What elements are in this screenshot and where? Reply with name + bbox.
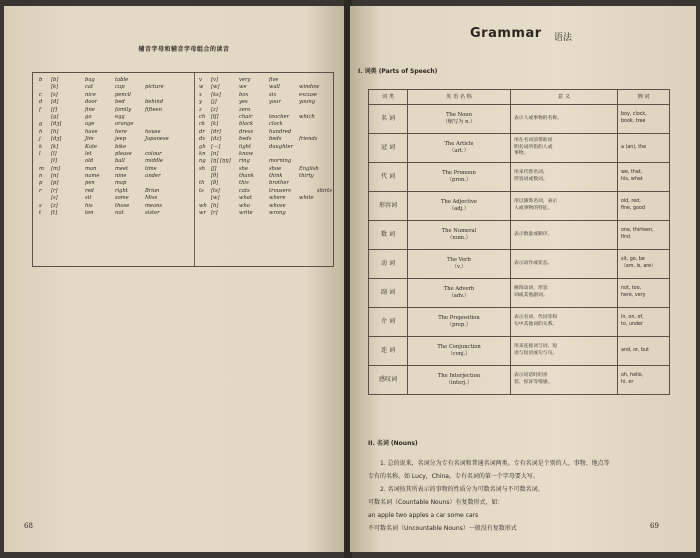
example-word: egg (115, 113, 125, 120)
parts-of-speech-table (368, 89, 670, 395)
example-word: nice (85, 91, 96, 98)
example-word: some (115, 195, 129, 202)
consonant-table-left-column (39, 77, 189, 217)
table-row (39, 188, 189, 195)
table-row (199, 203, 331, 210)
phonetic-cell: [θ] (211, 173, 219, 180)
table-row (199, 129, 331, 136)
meaning-cell: 用来代替名词, 形容词或数词。 (511, 163, 618, 192)
letter-cell: ds (199, 136, 205, 143)
example-word: time (145, 165, 157, 172)
page-subtitle: 语法 (554, 33, 573, 43)
phonetic-cell: [—] (211, 143, 221, 150)
english-name-cell: The Numeral （num.） (408, 221, 511, 250)
letter-cell: k (39, 143, 43, 150)
example-word: age (85, 121, 95, 128)
table-divider (194, 73, 195, 266)
example-word: thirty (299, 173, 314, 180)
example-word: his (85, 202, 93, 209)
meaning-cell: 用在名词前帮助说 明名词所指的人或 事物。 (511, 134, 618, 163)
english-name-cell: The Conjunction （conj.） (408, 337, 511, 366)
letter-cell: v (199, 77, 202, 83)
examples-cell: one, thirteen, first (618, 221, 670, 250)
example-word: picture (145, 84, 164, 91)
example-word: know (239, 150, 254, 157)
english-name-cell: The Verb （v.） (408, 250, 511, 279)
table-row (369, 221, 670, 250)
table-row (199, 144, 331, 151)
english-name-cell: The Adverb （adv.） (408, 279, 511, 308)
example-word: red (85, 187, 94, 194)
example-word: please (115, 150, 132, 157)
example-word: nine (115, 173, 127, 180)
example-word: she (239, 165, 249, 172)
letter-cell: c (39, 91, 42, 98)
example-word: daughter (269, 143, 294, 150)
phonetic-cell: [dʒ] (51, 121, 62, 128)
left-page-title: 辅音字母和辅音字母组合的读音 (138, 46, 230, 53)
example-word: Brian (145, 187, 160, 194)
example-word: fine (85, 106, 95, 113)
example-word: man (85, 165, 97, 172)
example-word: teacher (269, 113, 290, 120)
example-word: shoe (269, 165, 282, 172)
phonetic-cell: [p] (51, 180, 59, 187)
example-word: brother (269, 180, 289, 187)
example-word: map (115, 180, 127, 187)
word-class-cell: 动 词 (369, 250, 408, 279)
meaning-cell: 表示人或事物的名称。 (511, 105, 618, 134)
examples-cell: boy, clock, book, tree (618, 105, 670, 134)
example-word: white (299, 195, 314, 202)
letter-cell: ch (199, 113, 206, 120)
example-word: right (115, 187, 128, 194)
header-class: 词 类 (369, 90, 408, 105)
phonetic-cell: [h] (211, 202, 219, 209)
meaning-cell: 表示数量或顺序。 (511, 221, 618, 250)
phonetic-cell: [ts] (211, 187, 220, 194)
phonetic-cell: [z] (211, 106, 218, 113)
section-heading-parts-of-speech: I. 词类 (Parts of Speech) (358, 68, 438, 75)
examples-cell: old, red, fine, good (618, 192, 670, 221)
example-word: cats (239, 187, 250, 194)
example-word: bike (115, 143, 127, 150)
example-word: those (115, 202, 130, 209)
letter-cell: wr (199, 210, 206, 217)
example-word: window (299, 84, 320, 91)
table-row (369, 163, 670, 192)
phonetic-cell: [s] (51, 91, 58, 98)
phonetic-cell: [g] (51, 113, 59, 120)
example-word: zero (239, 106, 251, 113)
table-row (39, 107, 189, 114)
example-word: cat (85, 84, 94, 91)
phonetic-cell: [ɫ] (51, 158, 58, 165)
example-word: name (85, 173, 100, 180)
nouns-line: 2. 名词按其所表示的事物的性质分为可数名词与不可数名词。 (380, 486, 544, 493)
table-row (39, 158, 189, 165)
letter-cell: m (39, 165, 44, 172)
nouns-line: 专有的名称。如 Lucy，China。专有名词的第一个字母要大写。 (368, 473, 539, 480)
phonetic-cell: [s] (51, 195, 58, 202)
phonetic-cell: [r] (211, 210, 218, 217)
letter-cell: d (39, 99, 43, 106)
word-class-cell: 感叹词 (369, 366, 408, 395)
meaning-cell: 表示说话时的喜 怒、惊讶等情感。 (511, 366, 618, 395)
table-row (39, 203, 189, 210)
consonant-table (32, 72, 334, 267)
table-row (39, 195, 189, 202)
phonetic-cell: [r] (51, 187, 58, 194)
example-word: middle (145, 158, 163, 165)
example-word: chair (239, 113, 253, 120)
example-word: behind (145, 99, 164, 106)
example-word: shirts (317, 187, 332, 194)
example-word: bed (115, 99, 125, 106)
letter-cell: kn (199, 150, 206, 157)
example-word: meet (115, 165, 129, 172)
phonetic-cell: [t] (51, 210, 58, 217)
letter-cell: dr (199, 128, 205, 135)
table-row (199, 107, 331, 114)
phonetic-cell: [n] (51, 173, 59, 180)
example-word: thank (239, 173, 255, 180)
phonetic-cell: [dr] (211, 128, 221, 135)
letter-cell: b (39, 77, 43, 83)
letter-cell: t (39, 210, 42, 217)
phonetic-cell: [dz] (211, 136, 222, 143)
letter-cell: ck (199, 121, 206, 128)
example-word: Japanese (145, 136, 169, 143)
example-word: which (299, 113, 315, 120)
phonetic-cell: [ks] (211, 91, 221, 98)
example-word: sit (85, 195, 92, 202)
table-row (369, 192, 670, 221)
example-word: ten (85, 210, 94, 217)
table-row (39, 114, 189, 121)
example-word: old (85, 158, 94, 165)
table-row (199, 121, 331, 128)
example-word: table (115, 77, 129, 83)
table-row (369, 308, 670, 337)
example-word: think (269, 173, 283, 180)
letter-cell: x (199, 91, 202, 98)
example-word: ring (239, 158, 250, 165)
example-word: door (85, 99, 98, 106)
table-row (39, 121, 189, 128)
table-row (39, 136, 189, 143)
examples-cell: a (an), the (618, 134, 670, 163)
meaning-cell: 修饰动词、形容 词或其他副词。 (511, 279, 618, 308)
table-row (39, 129, 189, 136)
example-word: friends (299, 136, 318, 143)
phonetic-cell: [w] (211, 84, 220, 91)
table-row (369, 134, 670, 163)
example-word: pen (85, 180, 95, 187)
phonetic-cell: [b] (51, 77, 59, 83)
letter-cell: w (199, 84, 204, 91)
example-word: colour (145, 150, 162, 157)
right-page (350, 6, 696, 552)
letter-cell: l (39, 150, 41, 157)
phonetic-cell: [m] (51, 165, 60, 172)
example-word: six (269, 91, 277, 98)
example-word: excuse (299, 91, 317, 98)
consonant-table-right-column (199, 77, 331, 217)
phonetic-cell: [ʃ] (211, 165, 217, 172)
phonetic-cell: [z] (51, 202, 58, 209)
table-row (199, 77, 331, 84)
table-row (39, 173, 189, 180)
example-word: trousers (269, 187, 291, 194)
table-row (369, 366, 670, 395)
example-word: bag (85, 77, 95, 83)
phonetic-cell: [j] (211, 99, 217, 106)
table-row (199, 136, 331, 143)
example-word: write (239, 210, 253, 217)
phonetic-cell: [f] (51, 106, 57, 113)
letter-cell: j (39, 136, 41, 143)
phonetic-cell: [tʃ] (211, 113, 219, 120)
word-class-cell: 副 词 (369, 279, 408, 308)
example-word: who (239, 202, 250, 209)
letter-cell: s (39, 202, 42, 209)
word-class-cell: 数 词 (369, 221, 408, 250)
letter-cell: z (199, 106, 202, 113)
word-class-cell: 形容词 (369, 192, 408, 221)
table-row (199, 166, 331, 173)
meaning-cell: 用以修饰名词，表示 人或事物的特征。 (511, 192, 618, 221)
word-class-cell: 连 词 (369, 337, 408, 366)
example-word: house (145, 128, 161, 135)
english-name-cell: The Interjection （interj.） (408, 366, 511, 395)
table-row (199, 180, 331, 187)
letter-cell: p (39, 180, 43, 187)
table-row (369, 250, 670, 279)
example-word: means (145, 202, 163, 209)
letter-cell: f (39, 106, 41, 113)
phonetic-cell: [k] (51, 84, 59, 91)
letter-cell: ts (199, 187, 204, 194)
example-word: pencil (115, 91, 131, 98)
example-word: we (239, 84, 247, 91)
table-row (199, 114, 331, 121)
example-word: whose (269, 202, 286, 209)
nouns-line: 可数名词（Countable Nouns）有复数形式，如： (368, 499, 504, 506)
example-word: wrong (269, 210, 286, 217)
table-row (39, 144, 189, 151)
meaning-cell: 用来连接词与词、短 语与短语或句与句。 (511, 337, 618, 366)
example-word: where (269, 195, 286, 202)
header-meaning: 意 义 (511, 90, 618, 105)
table-row (199, 195, 331, 202)
table-row (199, 210, 331, 217)
word-class-cell: 冠 词 (369, 134, 408, 163)
letter-cell: r (39, 187, 42, 194)
example-word: dress (239, 128, 254, 135)
table-row (369, 105, 670, 134)
english-name-cell: The Pronoun （pron.） (408, 163, 511, 192)
left-page (4, 6, 346, 552)
examples-cell: sit, go, be （am, is, are） (618, 250, 670, 279)
example-word: your (269, 99, 281, 106)
examples-cell: in, on, of, to, under (618, 308, 670, 337)
table-row (39, 151, 189, 158)
english-name-cell: The Article （art.） (408, 134, 511, 163)
example-word: cup (115, 84, 125, 91)
letter-cell: h (39, 128, 43, 135)
letter-cell: n (39, 173, 43, 180)
phonetic-cell: [ð] (211, 180, 219, 187)
example-word: five (269, 77, 279, 83)
example-word: English (299, 165, 319, 172)
phonetic-cell: [w] (211, 195, 220, 202)
example-word: beds (239, 136, 252, 143)
example-word: beds (269, 136, 282, 143)
example-word: not (115, 210, 124, 217)
table-row (39, 99, 189, 106)
word-class-cell: 代 词 (369, 163, 408, 192)
phonetic-cell: [h] (51, 128, 59, 135)
table-row (199, 92, 331, 99)
word-class-cell: 名 词 (369, 105, 408, 134)
phonetic-cell: [dʒ] (51, 136, 62, 143)
example-word: let (85, 150, 92, 157)
table-row (39, 92, 189, 99)
letter-cell: y (199, 99, 202, 106)
example-word: Kate (85, 143, 98, 150)
example-word: fifteen (145, 106, 162, 113)
table-row (199, 158, 331, 165)
page-number-right: 69 (650, 522, 659, 530)
table-row (199, 99, 331, 106)
table-header-row (369, 90, 670, 105)
example-word: under (145, 173, 161, 180)
letter-cell: ng (199, 158, 206, 165)
header-examples: 例 词 (618, 90, 670, 105)
example-word: sister (145, 210, 160, 217)
example-word: family (115, 106, 132, 113)
example-word: orange (115, 121, 134, 128)
examples-cell: and, or, but (618, 337, 670, 366)
table-row (39, 84, 189, 91)
examples-cell: oh, hello, hi, er (618, 366, 670, 395)
page-title: Grammar (470, 26, 542, 41)
page-number-left: 68 (24, 522, 33, 530)
example-word: ball (115, 158, 125, 165)
example-word: yes (239, 99, 248, 106)
meaning-cell: 表示名词、代词等和 句中其他词的关系。 (511, 308, 618, 337)
example-word: hundred (269, 128, 292, 135)
phonetic-cell: [d] (51, 99, 59, 106)
example-word: very (239, 77, 251, 83)
table-row (39, 77, 189, 84)
english-name-cell: The Preposition （prep.） (408, 308, 511, 337)
example-word: Jim (85, 136, 94, 143)
example-word: clock (269, 121, 283, 128)
meaning-cell: 表示动作或状态。 (511, 250, 618, 279)
nouns-line: 不可数名词（Uncountable Nouns）一般没有复数形式 (368, 525, 517, 532)
example-word: black (239, 121, 254, 128)
english-name-cell: The Noun （缩写为 n.） (408, 105, 511, 134)
example-word: what (239, 195, 252, 202)
table-row (39, 180, 189, 187)
letter-cell: th (199, 180, 205, 187)
letter-cell: gh (199, 143, 206, 150)
nouns-line: an apple two apples a car some cars (368, 512, 479, 519)
example-word: this (239, 180, 249, 187)
example-word: here (115, 128, 127, 135)
table-row (369, 279, 670, 308)
example-word: light (239, 143, 252, 150)
example-word: go (85, 113, 92, 120)
table-row (199, 188, 331, 195)
table-row (369, 337, 670, 366)
example-word: wall (269, 84, 280, 91)
examples-cell: not, too, here, very (618, 279, 670, 308)
table-row (199, 173, 331, 180)
table-row (199, 151, 331, 158)
word-class-cell: 介 词 (369, 308, 408, 337)
example-word: young (299, 99, 316, 106)
phonetic-cell: [v] (211, 77, 218, 83)
example-word: jeep (115, 136, 127, 143)
english-name-cell: The Adjective （adj.） (408, 192, 511, 221)
letter-cell: g (39, 121, 43, 128)
phonetic-cell: [n] (211, 150, 219, 157)
section-heading-nouns: II. 名词 (Nouns) (368, 440, 418, 447)
example-word: box (239, 91, 249, 98)
letter-cell: wh (199, 202, 207, 209)
header-english-name: 英 语 名 称 (408, 90, 511, 105)
phonetic-cell: [l] (51, 150, 57, 157)
phonetic-cell: [k] (211, 121, 219, 128)
table-row (39, 166, 189, 173)
table-row (39, 210, 189, 217)
examples-cell: we, that, his, what (618, 163, 670, 192)
example-word: Miss (145, 195, 158, 202)
example-word: morning (269, 158, 292, 165)
example-word: have (85, 128, 98, 135)
phonetic-cell: [k] (51, 143, 59, 150)
phonetic-cell: [ŋ] [ŋŋ] (211, 158, 231, 165)
letter-cell: sh (199, 165, 206, 172)
nouns-line: 1. 总的说来，名词分为专有名词和普通名词两类。专有名词是个别的人、事物、地点等 (380, 460, 610, 467)
table-row (199, 84, 331, 91)
